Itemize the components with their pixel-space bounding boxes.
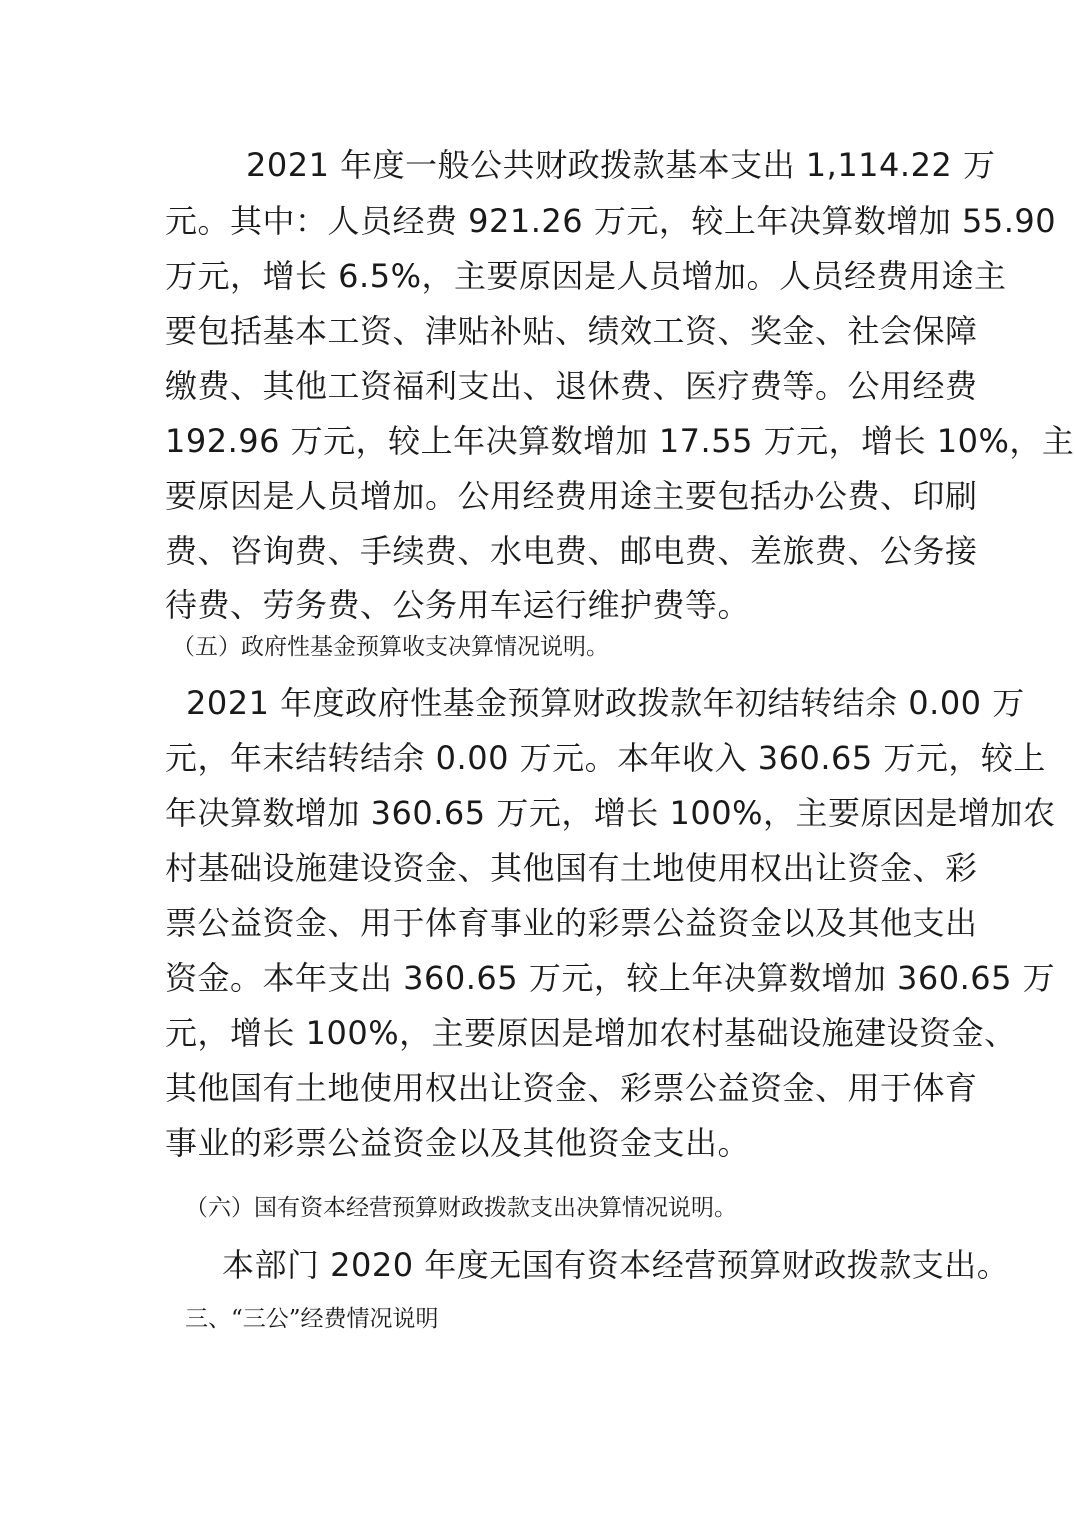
paragraph-line: 本部门 2020 年度无国有资本经营预算财政拨款支出。	[222, 1246, 1010, 1284]
section-heading: （五）政府性基金预算收支决算情况说明。	[172, 634, 609, 660]
section-heading: 三、“三公”经费情况说明	[185, 1306, 439, 1332]
paragraph-line: 192.96 万元，较上年决算数增加 17.55 万元，增长 10%，主	[165, 422, 1075, 460]
paragraph-line: 待费、劳务费、公务用车运行维护费等。	[165, 586, 751, 624]
paragraph-line: 2021 年度一般公共财政拨款基本支出 1,114.22 万	[246, 146, 996, 184]
paragraph-line: 缴费、其他工资福利支出、退休费、医疗费等。公用经费	[165, 367, 978, 405]
paragraph-line: 元，增长 100%，主要原因是增加农村基础设施建设资金、	[165, 1014, 1017, 1052]
paragraph-line: 资金。本年支出 360.65 万元，较上年决算数增加 360.65 万	[165, 959, 1056, 997]
paragraph-line: 元，年末结转结余 0.00 万元。本年收入 360.65 万元，较上	[165, 739, 1046, 777]
paragraph-line: 元。其中：人员经费 921.26 万元，较上年决算数增加 55.90	[165, 202, 1057, 240]
paragraph-line: 村基础设施建设资金、其他国有土地使用权出让资金、彩	[165, 849, 978, 887]
paragraph-line: 票公益资金、用于体育事业的彩票公益资金以及其他支出	[165, 904, 978, 942]
paragraph-line: 要包括基本工资、津贴补贴、绩效工资、奖金、社会保障	[165, 312, 978, 350]
paragraph-line: 要原因是人员增加。公用经费用途主要包括办公费、印刷	[165, 477, 978, 515]
paragraph-line: 万元，增长 6.5%，主要原因是人员增加。人员经费用途主	[165, 257, 1007, 295]
paragraph-line: 费、咨询费、手续费、水电费、邮电费、差旅费、公务接	[165, 532, 978, 570]
paragraph-line: 其他国有土地使用权出让资金、彩票公益资金、用于体育	[165, 1069, 978, 1107]
paragraph-line: 2021 年度政府性基金预算财政拨款年初结转结余 0.00 万	[186, 684, 1025, 722]
paragraph-line: 事业的彩票公益资金以及其他资金支出。	[165, 1124, 751, 1162]
paragraph-line: 年决算数增加 360.65 万元，增长 100%，主要原因是增加农	[165, 794, 1056, 832]
section-heading: （六）国有资本经营预算财政拨款支出决算情况说明。	[185, 1195, 737, 1221]
